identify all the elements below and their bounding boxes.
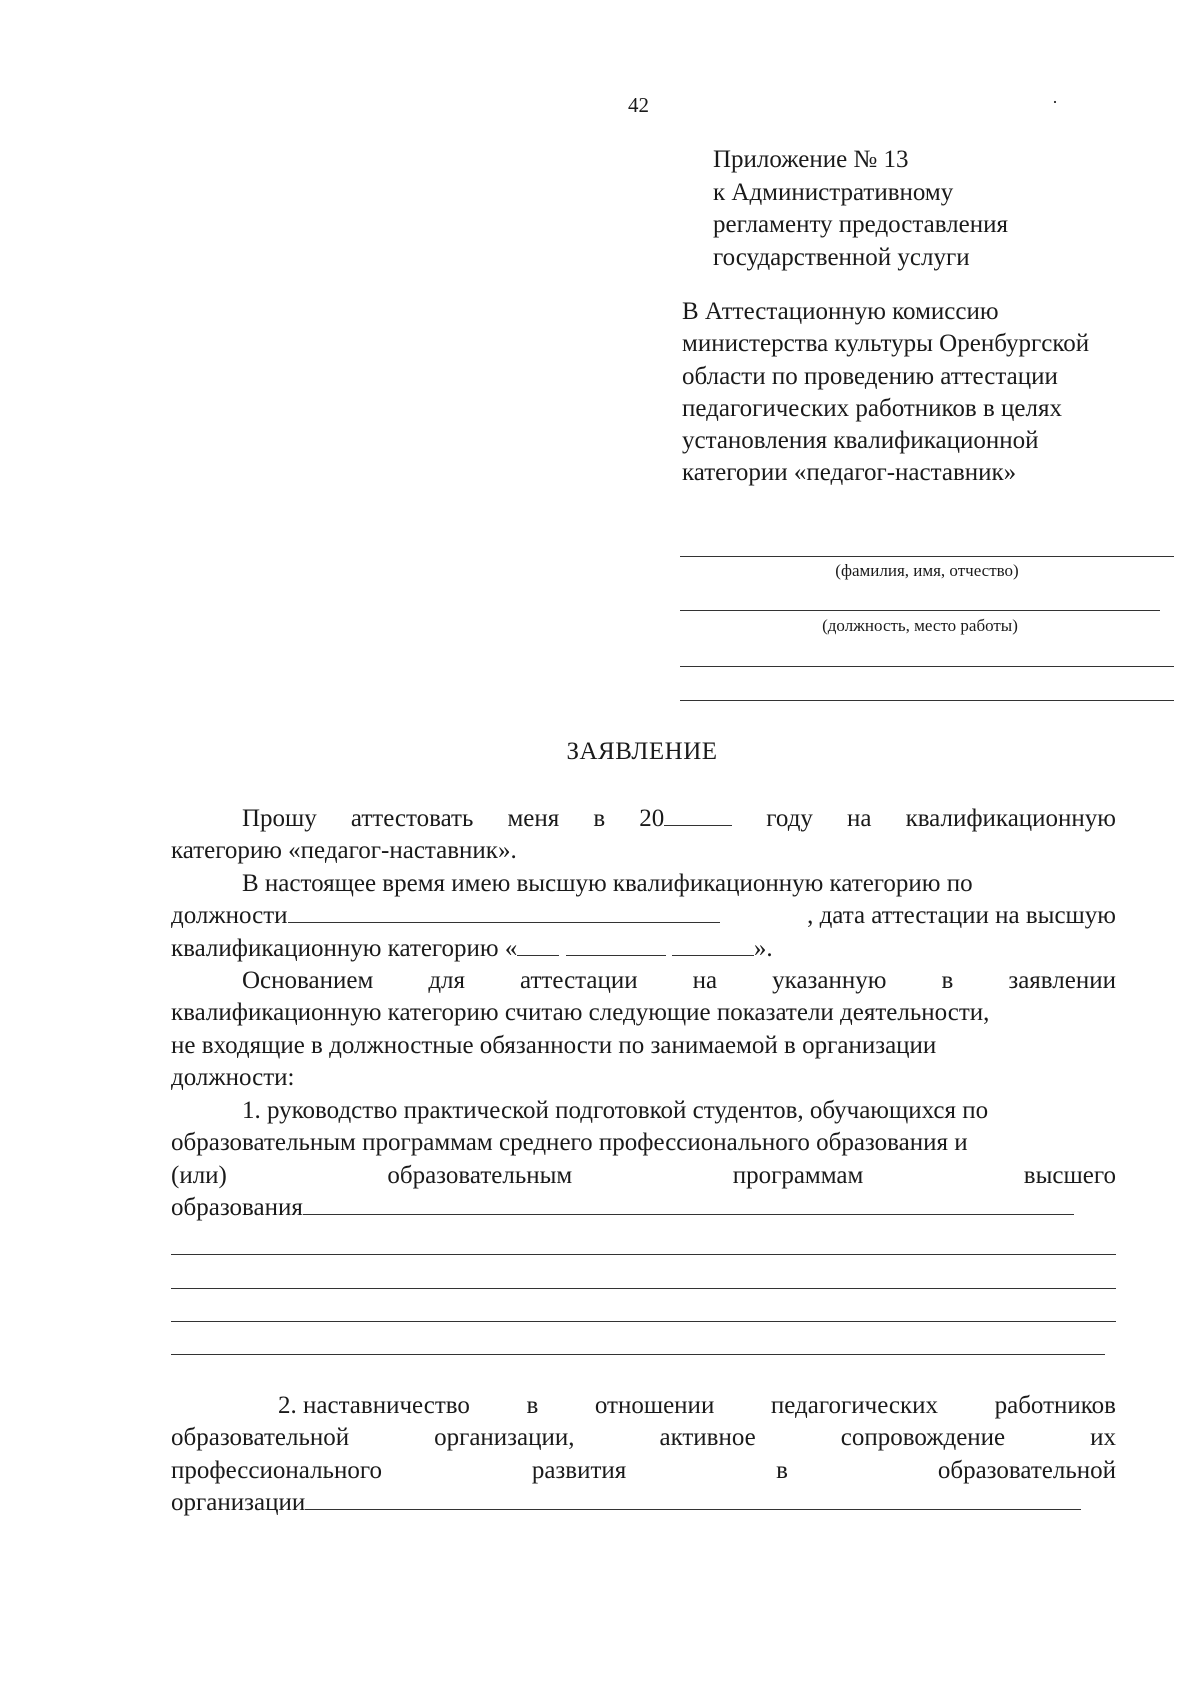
word: (или): [171, 1161, 227, 1189]
position-label: должности: [171, 902, 288, 930]
paragraph-3-line-3: [171, 1030, 1116, 1062]
position-field[interactable]: [288, 900, 720, 923]
word: Основанием: [242, 967, 374, 994]
word: указанную: [772, 967, 887, 994]
paragraph-3-line-4: должности:: [171, 1064, 295, 1092]
paragraph-2: [171, 868, 1116, 965]
addressee-line-4: педагогических работников в целях: [682, 394, 1062, 422]
appendix-line-2: к Административному: [713, 178, 954, 206]
date-day-field[interactable]: [517, 933, 559, 956]
item-1: [171, 1095, 1116, 1225]
item-2-line-4: [171, 1487, 1116, 1519]
word: педагогических: [770, 1392, 939, 1419]
fio-caption: (фамилия, имя, отчество): [835, 561, 1019, 580]
word: году: [766, 805, 813, 832]
attestation-date-label: , дата аттестации на высшую: [807, 902, 1116, 930]
closing-quote: ».: [753, 934, 773, 962]
word: Прошу: [242, 805, 317, 832]
paragraph-3: [171, 965, 1116, 1095]
word: сопровождение: [840, 1424, 1006, 1452]
item-1-text: образовательным программам среднего профессионального образования и: [171, 1129, 968, 1157]
word: квалификационную: [905, 805, 1116, 832]
item-1-answer-line-3[interactable]: [171, 1321, 1116, 1322]
word: в: [526, 1392, 539, 1419]
word: в: [941, 967, 954, 994]
appendix-header: [713, 144, 1008, 274]
word: для: [428, 967, 466, 994]
addressee-block: [682, 296, 1089, 490]
item-1-text: 1. руководство практической подготовкой студентов, обучающихся по: [242, 1097, 989, 1124]
paragraph-1-line-2: категорию «педагог-наставник».: [171, 837, 517, 865]
word: образовательным: [387, 1161, 573, 1189]
item-1-answer-line-2[interactable]: [171, 1288, 1116, 1289]
item-1-line-3: [171, 1160, 1116, 1192]
item-1-answer-line-4[interactable]: [171, 1354, 1105, 1355]
word: активное: [659, 1424, 756, 1452]
word: аттестовать: [350, 805, 474, 832]
position-caption: (должность, место работы): [822, 616, 1018, 635]
word: меня: [507, 805, 560, 832]
addressee-line-5: установления квалификационной: [682, 427, 1039, 455]
paragraph-1: [171, 803, 1116, 868]
word: профессионального: [171, 1456, 382, 1484]
date-year-field[interactable]: [672, 933, 754, 956]
word: заявлении: [1008, 967, 1116, 994]
workplace-field-line-1[interactable]: [680, 666, 1174, 667]
item-2: [171, 1390, 1116, 1520]
addressee-line-6: категории «педагог-наставник»: [682, 459, 1017, 487]
item-2-line-2: [171, 1422, 1116, 1454]
item-1-line-4: [171, 1192, 1116, 1224]
paragraph-2-line-2: [171, 900, 1116, 932]
paragraph-3-line-1: [171, 965, 1116, 997]
word: работников: [994, 1392, 1116, 1419]
item-2-line-1: [171, 1390, 1116, 1422]
page-number: 42: [628, 93, 649, 117]
item-1-answer-line-1[interactable]: [171, 1254, 1116, 1255]
item-2-line-3: [171, 1455, 1116, 1487]
word: аттестации: [520, 967, 638, 994]
fio-field-line[interactable]: [680, 556, 1174, 557]
position-field-line[interactable]: [680, 610, 1160, 611]
organization-label: организации: [171, 1489, 306, 1517]
paragraph-3-line-2: [171, 997, 1116, 1029]
addressee-line-1: В Аттестационную комиссию: [682, 298, 999, 325]
category-date-label: квалификационную категорию «: [171, 934, 518, 962]
item-1-line-2: [171, 1127, 1116, 1159]
addressee-line-3: области по проведению аттестации: [682, 362, 1058, 390]
appendix-line-3: регламенту предоставления: [713, 211, 1009, 238]
paragraph-3-text: квалификационную категорию считаю следующие показатели деятельности,: [171, 999, 990, 1027]
word: образовательной: [937, 1456, 1116, 1484]
date-month-field[interactable]: [566, 933, 666, 956]
word: отношении: [594, 1392, 715, 1419]
paragraph-2-text: В настоящее время имею высшую квалификационную категорию по: [242, 870, 973, 897]
scan-dot: ·: [1052, 92, 1058, 112]
word: их: [1090, 1424, 1116, 1452]
organization-field[interactable]: [305, 1487, 1081, 1510]
word: на: [847, 805, 872, 832]
paragraph-2-line-3: [171, 933, 1116, 965]
word: организации,: [434, 1424, 575, 1452]
word: образовательной: [171, 1424, 350, 1452]
year-field[interactable]: [664, 803, 732, 826]
word: высшего: [1023, 1161, 1116, 1189]
word: на: [692, 967, 718, 994]
appendix-line-4: государственной услуги: [713, 243, 970, 271]
workplace-field-line-2[interactable]: [680, 700, 1174, 701]
education-label: образования: [171, 1194, 303, 1222]
word: в: [776, 1456, 788, 1484]
paragraph-2-line-1: [171, 868, 1116, 900]
word: в: [593, 805, 606, 832]
paragraph-3-text: не входящие в должностные обязанности по занимаемой в организации: [171, 1031, 937, 1059]
word: программам: [732, 1161, 864, 1189]
paragraph-1-line-1: [171, 803, 1116, 835]
addressee-line-2: министерства культуры Оренбургской: [682, 330, 1090, 358]
appendix-line-1: Приложение № 13: [713, 146, 909, 173]
education-field[interactable]: [303, 1192, 1074, 1215]
year-prefix: 20: [639, 805, 665, 832]
item-1-line-1: [171, 1095, 1116, 1127]
year-group: [639, 803, 732, 835]
document-title: ЗАЯВЛЕНИЕ: [566, 738, 718, 765]
word: 2. наставничество: [278, 1392, 470, 1419]
word: развития: [531, 1456, 627, 1484]
